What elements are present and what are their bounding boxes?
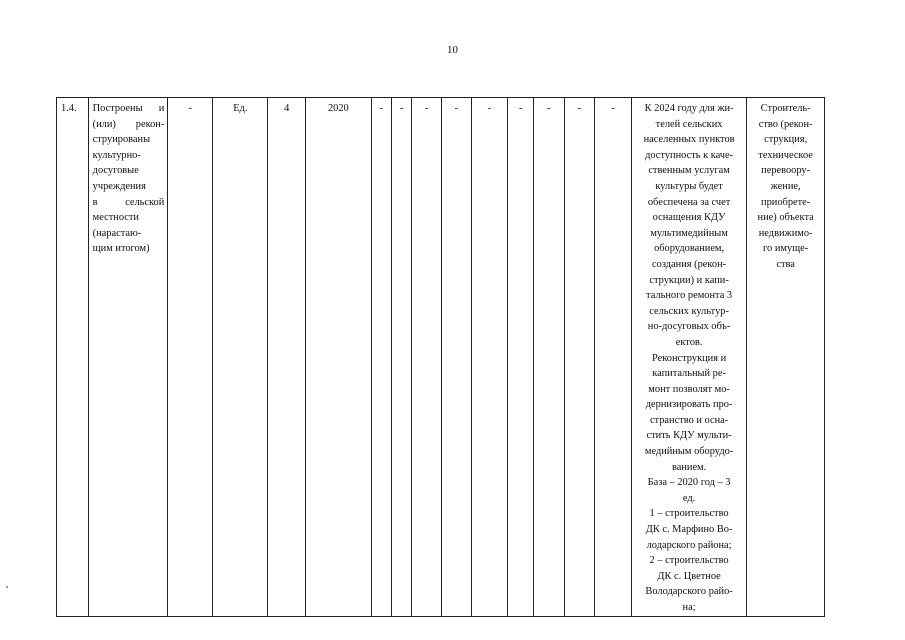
year-value-cell: - [471,98,508,617]
expected-result-line: телей сельских [655,118,723,130]
page-number: 10 [447,44,458,56]
action-type-line: перевоору- [761,165,811,177]
indicator-name-line: (или) рекон- [92,118,165,130]
action-type-line: ства [776,258,795,270]
expected-result-line: ДК с. Цветное [657,570,721,582]
row-number-cell: 1.4. [57,98,89,617]
expected-result-line: К 2024 году для жи- [644,103,734,114]
indicator-name-line: щим итогом) [92,243,150,255]
expected-result-line: ед. [682,492,696,504]
action-type-line: ние) объекта [757,212,814,224]
expected-result-line: но-досуговых объ- [647,321,731,333]
action-type-line: недвижимо- [758,227,813,239]
year-value-cell: - [391,98,411,617]
action-type-line: струкция, [764,134,808,146]
indicator-name-line: местности [92,212,139,224]
indicator-name-line: в сельской [92,196,165,208]
expected-result-line: Володарского райо- [645,586,733,598]
expected-result-line: капитальный ре- [652,368,726,380]
expected-result-line: лодарского района; [646,539,732,551]
expected-result-line: населенных пунктов [643,134,735,146]
expected-result-line: струкции) и капи- [649,274,729,286]
expected-result-line: странство и осна- [649,414,729,426]
action-type-line: ство (рекон- [758,118,813,130]
indicator-name-line: культурно- [92,149,141,161]
target-value-cell: 4 [268,98,306,617]
action-type-line: го имуще- [763,243,809,255]
action-type-line: Строитель- [760,103,811,114]
action-type-cell [747,98,825,617]
year-value-cell: - [564,98,595,617]
expected-result-line: медийным оборудо- [644,446,734,458]
expected-result-line: База – 2020 год – 3 [647,477,731,489]
expected-result-cell [631,98,746,617]
expected-result-line: монт позволят мо- [648,383,730,395]
indicator-name-cell [88,98,168,617]
action-type-line: техническое [758,149,813,161]
margin-mark [6,586,8,588]
indicator-name-line: досуговые [92,165,139,177]
expected-result-line: мультимедийным [650,227,728,239]
program-table [56,97,825,617]
expected-result-line: ванием. [671,461,707,473]
expected-result-line: оснащения КДУ [652,212,726,224]
indicator-name-line: (нарастаю- [92,227,142,239]
year-value-cell: - [371,98,391,617]
base-year-cell: 2020 [306,98,371,617]
year-value-cell: - [508,98,534,617]
expected-result-line: доступность к каче- [645,149,734,161]
expected-result-line: создания (рекон- [652,258,727,270]
indicator-name-line: Построены и [92,103,165,114]
base-value-cell: - [168,98,213,617]
expected-result-line: стить КДУ мульти- [646,430,732,442]
expected-result-line: тального ремонта 3 [646,290,733,302]
expected-result-line: Реконструкция и [652,352,727,364]
expected-result-line: 2 – строительство [649,555,729,567]
action-type-line: жение, [770,180,801,192]
expected-result-line: оборудованием, [654,243,725,255]
expected-result-line: ДК с. Марфино Во- [645,524,733,536]
year-value-cell: - [441,98,471,617]
indicator-name-line: струированы [92,134,151,146]
table-row [57,98,825,617]
year-value-cell: - [533,98,564,617]
expected-result-line: дернизировать про- [645,399,733,411]
unit-cell: Ед. [213,98,268,617]
expected-result-line: 1 – строительство [649,508,729,520]
expected-result-line: на; [682,602,696,613]
expected-result-line: ектов. [675,336,703,348]
indicator-name-line: учреждения [92,180,146,192]
expected-result-line: сельских культур- [649,305,729,317]
expected-result-line: обеспечена за счет [647,196,731,208]
expected-result-line: ственным услугам [648,165,730,177]
expected-result-line: культуры будет [655,180,723,192]
year-value-cell: - [412,98,442,617]
year-value-cell: - [595,98,632,617]
action-type-line: приобрете- [761,196,811,208]
